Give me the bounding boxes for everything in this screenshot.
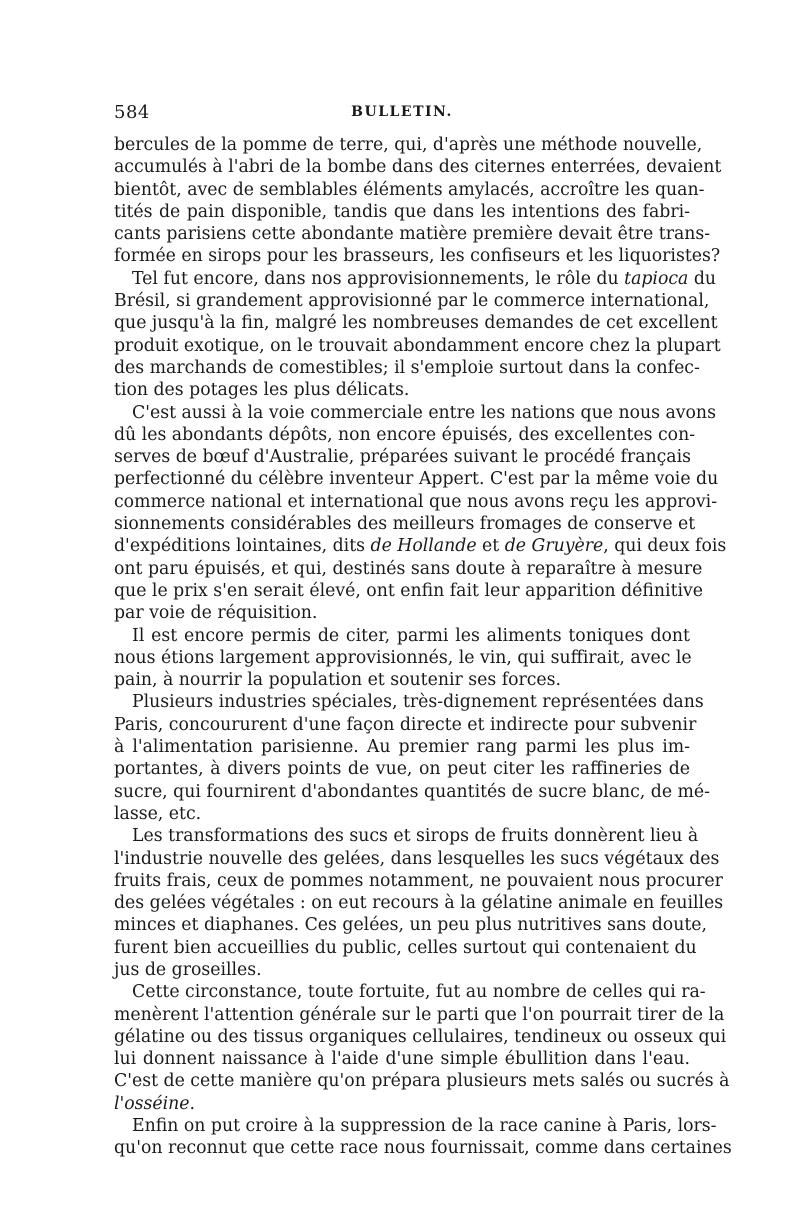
text-line: formée en sirops pour les brasseurs, les confiseurs et les liquoristes? <box>114 246 721 267</box>
text-line: C'est de cette manière qu'on prépara plusieurs mets salés ou sucrés à <box>114 1071 730 1092</box>
text-line: accumulés à l'abri de la bombe dans des citernes enterrées, devaient <box>114 157 722 178</box>
paragraph-4 <box>114 625 690 692</box>
text-line: perfectionné du célèbre inventeur Appert. C'est par la même voie du <box>114 469 719 490</box>
text-line: Enfin on put croire à la suppression de la race canine à Paris, lors- <box>132 1116 717 1137</box>
text-line: furent bien accueillies du public, celles surtout qui contenaient du <box>114 937 697 958</box>
text-line: serves de bœuf d'Australie, préparées suivant le procédé français <box>114 447 692 468</box>
text-line: Il est encore permis de citer, parmi les aliments toniques dont <box>132 625 690 646</box>
paragraph-7 <box>114 981 730 1115</box>
body-text <box>114 134 732 1160</box>
text-line: tion des potages les plus délicats. <box>114 380 410 401</box>
text-line: qu'on reconnut que cette race nous fournissait, comme dans certaines <box>114 1138 732 1159</box>
text-line: bientôt, avec de semblables éléments amylacés, accroître les quan- <box>114 179 705 200</box>
text-line: Plusieurs industries spéciales, très-dignement représentées dans <box>132 692 704 713</box>
text-line: ont paru épuisés, et qui, destinés sans doute à reparaître à mesure <box>114 558 703 579</box>
running-head: BULLETIN. <box>351 104 453 120</box>
text-line: produit exotique, on le trouvait abondamment encore chez la plupart <box>114 335 721 356</box>
text-line: que le prix s'en serait élevé, ont enfin fait leur apparition définitive <box>114 580 704 601</box>
text-line: dû les abondants dépôts, non encore épuisés, des excellentes con- <box>114 424 696 445</box>
text-line: l'osséine. <box>114 1093 196 1114</box>
text-line: fruits frais, ceux de pommes notamment, ne pouvaient nous procurer <box>114 870 723 891</box>
text-line: Paris, concoururent d'une façon directe et indirecte pour subvenir <box>114 714 697 735</box>
text-line: bercules de la pomme de terre, qui, d'après une méthode nouvelle, <box>114 135 703 155</box>
text-line: Cette circonstance, toute fortuite, fut au nombre de celles qui ra- <box>132 982 706 1003</box>
text-line: d'expéditions lointaines, dits de Hollande et de Gruyère, qui deux fois <box>114 536 727 557</box>
text-line: commerce national et international que nous avons reçu les approvi- <box>114 491 718 512</box>
text-line: que jusqu'à la fin, malgré les nombreuses demandes de cet excellent <box>114 313 718 334</box>
text-line: sucre, qui fournirent d'abondantes quantités de sucre blanc, de mé- <box>114 781 711 802</box>
text-line: l'industrie nouvelle des gelées, dans lesquelles les sucs végétaux des <box>114 848 720 869</box>
paragraph-5 <box>114 691 711 825</box>
paragraph-2 <box>114 268 721 402</box>
page-number: 584 <box>114 102 150 123</box>
text-line: des gelées végétales : on eut recours à la gélatine animale en feuilles <box>114 893 724 914</box>
paragraph-6 <box>114 825 724 981</box>
text-line: C'est aussi à la voie commerciale entre les nations que nous avons <box>132 402 716 423</box>
text-line: des marchands de comestibles; il s'emploie surtout dans la confec- <box>114 357 700 378</box>
text-line: tités de pain disponible, tandis que dans les intentions des fabri- <box>114 201 690 222</box>
text-line: sionnements considérables des meilleurs fromages de conserve et <box>114 514 696 535</box>
text-line: Brésil, si grandement approvisionné par le commerce international, <box>114 291 710 312</box>
paragraph-3 <box>114 402 727 625</box>
text-line: menèrent l'attention générale sur le parti que l'on pourrait tirer de la <box>114 1004 725 1025</box>
text-line: à l'alimentation parisienne. Au premier rang parmi les plus im- <box>114 737 690 758</box>
text-line: lasse, etc. <box>114 803 202 824</box>
text-line: par voie de réquisition. <box>114 603 318 624</box>
text-line: Les transformations des sucs et sirops de fruits donnèrent lieu à <box>132 826 699 847</box>
text-line: jus de groseilles. <box>114 959 262 980</box>
text-line: gélatine ou des tissus organiques cellulaires, tendineux ou osseux qui <box>114 1026 727 1047</box>
text-line: portantes, à divers points de vue, on peut citer les raffineries de <box>114 759 690 780</box>
text-line: cants parisiens cette abondante matière première devait être trans- <box>114 224 711 245</box>
text-line: lui donnent naissance à l'aide d'une simple ébullition dans l'eau. <box>114 1049 690 1070</box>
paragraph-8 <box>114 1115 732 1160</box>
text-line: minces et diaphanes. Ces gelées, un peu plus nutritives sans doute, <box>114 915 707 936</box>
text-line: pain, à nourrir la population et soutenir ses forces. <box>114 670 562 691</box>
paragraph-1 <box>114 134 722 268</box>
text-line: nous étions largement approvisionnés, le vin, qui suffirait, avec le <box>114 647 692 668</box>
page-header <box>114 102 690 132</box>
text-line: Tel fut encore, dans nos approvisionnements, le rôle du tapioca du <box>132 268 717 289</box>
